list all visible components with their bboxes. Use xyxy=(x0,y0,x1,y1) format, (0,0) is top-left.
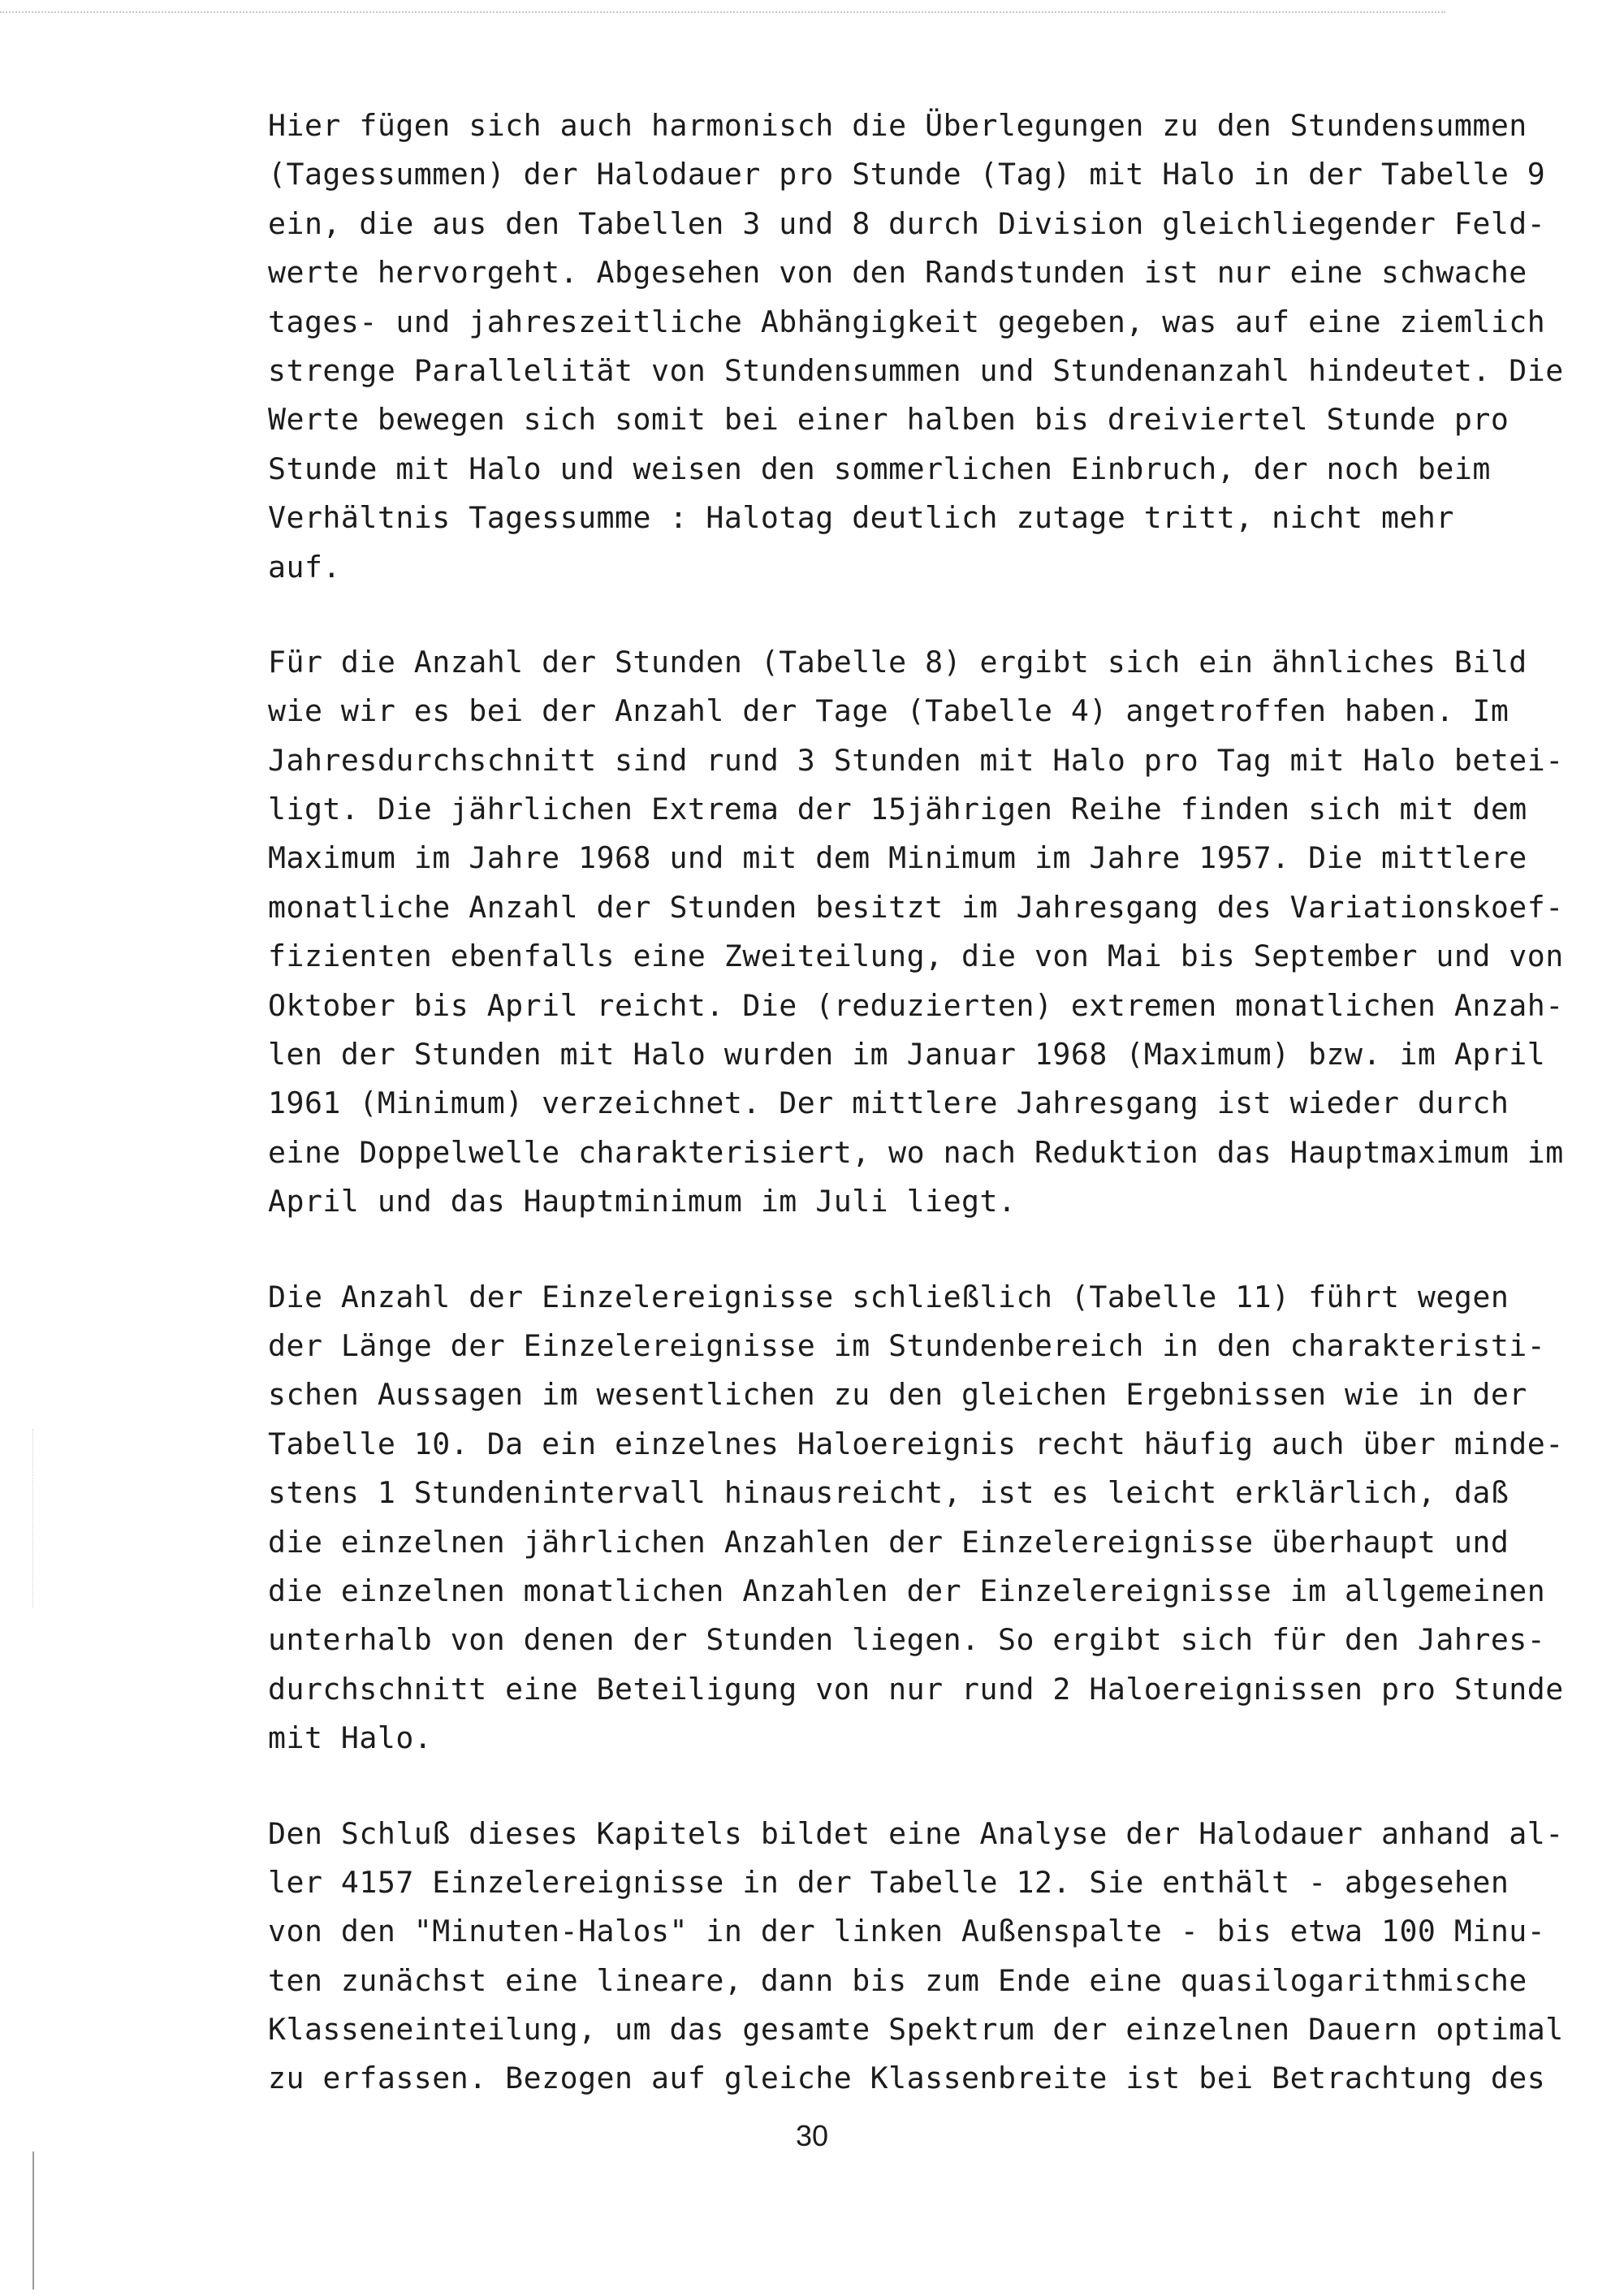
text-line: Jahresdurchschnitt sind rund 3 Stunden mit Halo pro Tag mit Halo betei- xyxy=(268,742,1564,778)
text-line: die einzelnen monatlichen Anzahlen der Einzelereignisse im allgemeinen xyxy=(268,1573,1546,1608)
paragraph xyxy=(268,1273,1564,1763)
text-line: durchschnitt eine Beteiligung von nur rund 2 Haloereignissen pro Stunde xyxy=(268,1671,1564,1707)
paragraph xyxy=(268,638,1564,1227)
paragraph xyxy=(268,1810,1564,2104)
text-line: April und das Hauptminimum im Juli liegt. xyxy=(268,1184,1017,1219)
text-line: auf. xyxy=(268,549,341,585)
text-line: wie wir es bei der Anzahl der Tage (Tabelle 4) angetroffen haben. Im xyxy=(268,693,1510,729)
text-line: mit Halo. xyxy=(268,1720,433,1756)
text-line: ein, die aus den Tabellen 3 und 8 durch Division gleichliegender Feld- xyxy=(268,205,1546,241)
text-line: Den Schluß dieses Kapitels bildet eine Analyse der Halodauer anhand al- xyxy=(268,1815,1564,1851)
text-line: die einzelnen jährlichen Anzahlen der Einzelereignisse überhaupt und xyxy=(268,1524,1510,1560)
text-line: Hier fügen sich auch harmonisch die Überlegungen zu den Stundensummen xyxy=(268,108,1527,143)
text-line: Werte bewegen sich somit bei einer halben bis dreiviertel Stunde pro xyxy=(268,402,1510,438)
text-line: zu erfassen. Bezogen auf gleiche Klassenbreite ist bei Betrachtung des xyxy=(268,2061,1546,2096)
text-line: Klasseneinteilung, um das gesamte Spektrum der einzelnen Dauern optimal xyxy=(268,2012,1564,2048)
text-line: von den "Minuten-Halos" in der linken Außenspalte - bis etwa 100 Minu- xyxy=(268,1914,1546,1949)
text-line: Für die Anzahl der Stunden (Tabelle 8) ergibt sich ein ähnliches Bild xyxy=(268,644,1527,680)
scan-edge-left-faint xyxy=(32,1429,33,1608)
text-line: werte hervorgeht. Abgesehen von den Randstunden ist nur eine schwache xyxy=(268,255,1527,291)
text-line: Maximum im Jahre 1968 und mit dem Minimum im Jahre 1957. Die mittlere xyxy=(268,840,1527,876)
text-line: der Länge der Einzelereignisse im Stundenbereich in den charakteristi- xyxy=(268,1327,1546,1363)
text-line: fizienten ebenfalls eine Zweiteilung, die von Mai bis September und von xyxy=(268,939,1564,974)
text-line: ler 4157 Einzelereignisse in der Tabelle 12. Sie enthält - abgesehen xyxy=(268,1864,1510,1900)
scan-edge-top xyxy=(0,11,1445,13)
text-line: ligt. Die jährlichen Extrema der 15jährigen Reihe finden sich mit dem xyxy=(268,792,1527,827)
scan-edge-left xyxy=(32,2151,34,2290)
text-line: Verhältnis Tagessumme : Halotag deutlich zutage tritt, nicht mehr xyxy=(268,500,1454,536)
body-text xyxy=(268,101,1564,2150)
text-line: stens 1 Stundenintervall hinausreicht, ist es leicht erklärlich, daß xyxy=(268,1475,1510,1511)
text-line: 1961 (Minimum) verzeichnet. Der mittlere Jahresgang ist wieder durch xyxy=(268,1085,1510,1121)
text-line: eine Doppelwelle charakterisiert, wo nach Reduktion das Hauptmaximum im xyxy=(268,1134,1564,1170)
text-line: (Tagessummen) der Halodauer pro Stunde (Tag) mit Halo in der Tabelle 9 xyxy=(268,157,1546,192)
page-number: 30 xyxy=(795,2119,829,2152)
text-line: strenge Parallelität von Stundensummen und Stundenanzahl hindeutet. Die xyxy=(268,352,1564,388)
text-line: unterhalb von denen der Stunden liegen. So ergibt sich für den Jahres- xyxy=(268,1622,1546,1658)
text-line: len der Stunden mit Halo wurden im Januar 1968 (Maximum) bzw. im April xyxy=(268,1037,1546,1072)
text-line: Oktober bis April reicht. Die (reduzierten) extremen monatlichen Anzah- xyxy=(268,987,1564,1023)
text-line: Die Anzahl der Einzelereignisse schließlich (Tabelle 11) führt wegen xyxy=(268,1279,1510,1314)
text-line: Stunde mit Halo und weisen den sommerlichen Einbruch, der noch beim xyxy=(268,451,1491,486)
text-line: monatliche Anzahl der Stunden besitzt im Jahresgang des Variationskoef- xyxy=(268,889,1564,925)
text-line: tages- und jahreszeitliche Abhängigkeit gegeben, was auf eine ziemlich xyxy=(268,304,1546,339)
text-line: ten zunächst eine lineare, dann bis zum Ende eine quasilogarithmische xyxy=(268,1962,1527,1998)
text-line: Tabelle 10. Da ein einzelnes Haloereignis recht häufig auch über minde- xyxy=(268,1426,1564,1461)
text-line: schen Aussagen im wesentlichen zu den gleichen Ergebnissen wie in der xyxy=(268,1377,1527,1413)
paragraph xyxy=(268,101,1564,592)
